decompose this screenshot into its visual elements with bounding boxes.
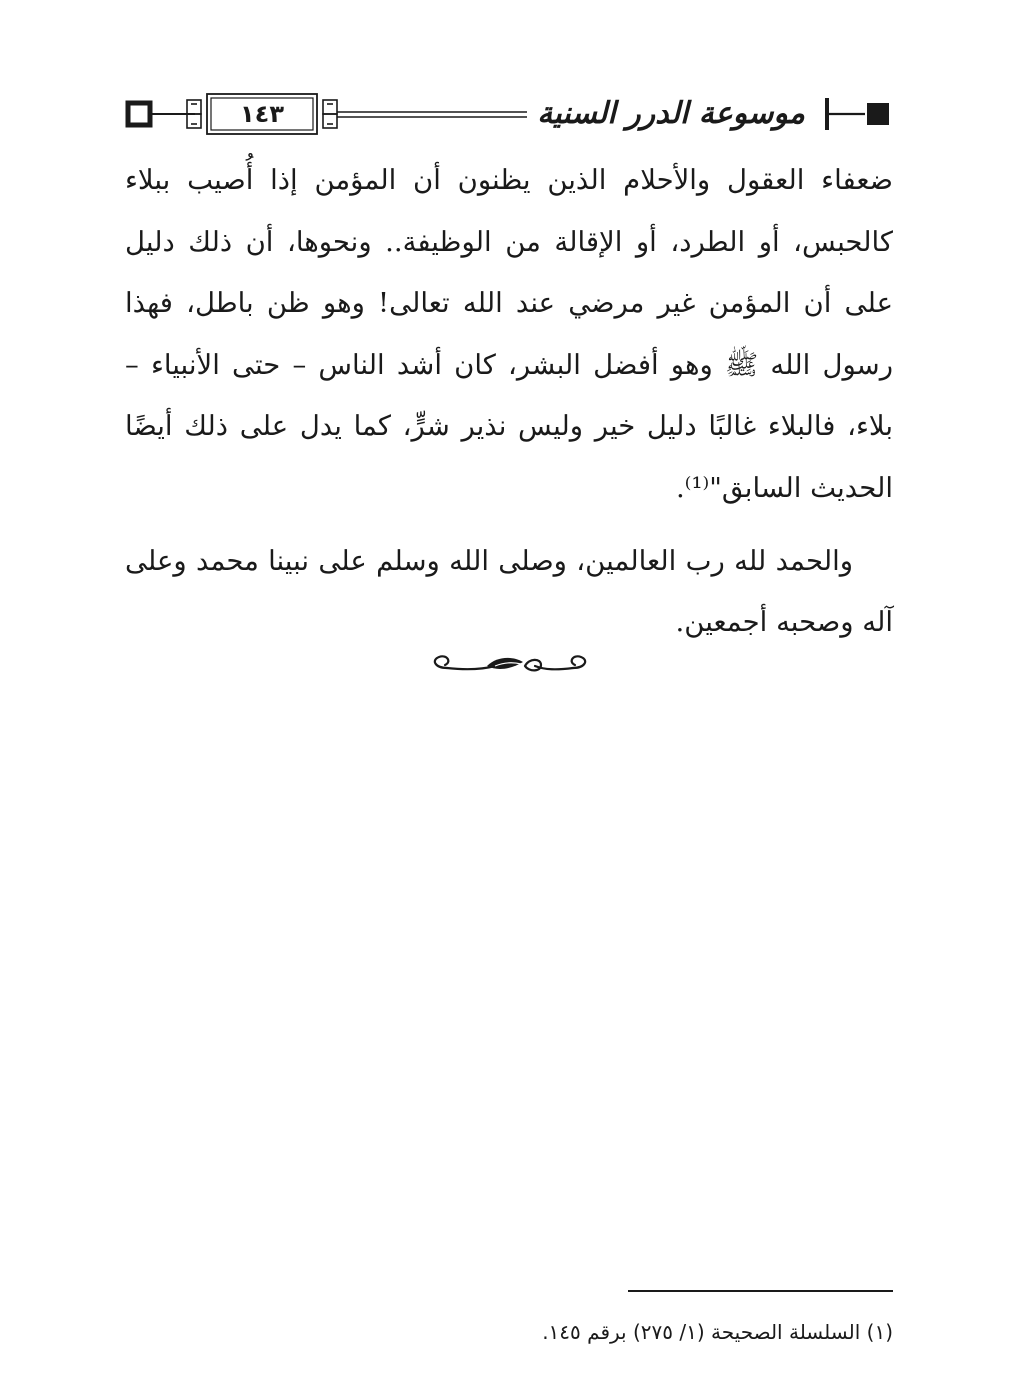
footnote-separator — [628, 1290, 893, 1292]
main-text — [125, 150, 893, 653]
page-header — [125, 86, 893, 142]
footnote: (١) السلسلة الصحيحة (١/ ٢٧٥) برقم ١٤٥. — [542, 1320, 893, 1344]
book-title: موسوعة الدرر السنية — [527, 92, 815, 136]
closing-paragraph: والحمد لله رب العالمين، وصلى الله وسلم على نبينا محمد وعلى آله وصحبه أجمعين. — [125, 545, 893, 638]
page-number: ١٤٣ — [240, 100, 284, 128]
decorative-flourish-icon — [425, 648, 595, 684]
paragraph: ضعفاء العقول والأحلام الذين يظنون أن المؤمن إذا أُصيب ببلاء كالحبس، أو الطرد، أو الإقالة من الوظيفة.. ونحوها، أن ذلك دليل على أن المؤمن غير مرضي عند الله تعالى! وهو ظن باطل، فهذا رسول الله ﷺ وهو أفضل البشر، كان أشد الناس – حتى الأنبياء – بلاء، فالبلاء غالبًا دليل خير وليس نذير شرٍّ، كما يدل على ذلك أيضًا الحديث السابق"⁽¹⁾. — [125, 164, 893, 504]
